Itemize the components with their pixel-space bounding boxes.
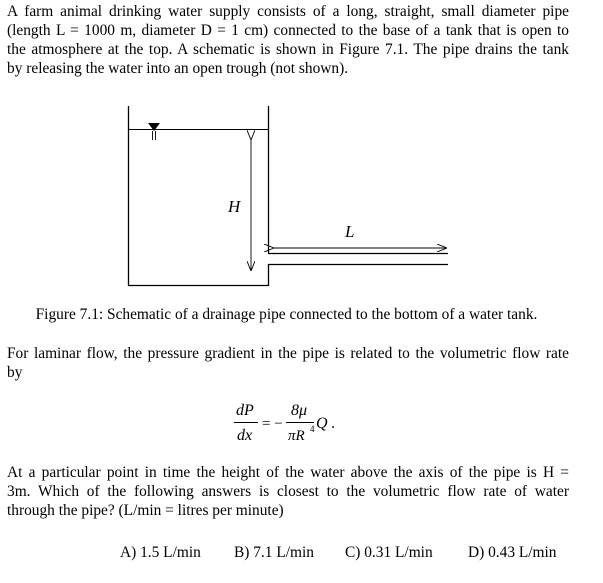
answer-option-b[interactable]: B) 7.1 L/min [234,544,314,561]
free-surface-icon [148,123,160,140]
eq-lhs-numerator: dP [236,402,254,419]
figure-caption: Figure 7.1: Schematic of a drainage pipe connected to the bottom of a water tank. [35,306,538,323]
eq-rhs-tail: Q . [316,415,336,432]
intro-line: the atmosphere at the top. A schematic is shown in Figure 7.1. The pipe drains the tank [7,41,569,58]
question-line: At a particular point in time the height of the water above the axis of the pipe is H = [7,464,569,481]
question-line: through the pipe? (L/min = litres per minute) [7,502,284,519]
eq-rhs-exponent: 4 [310,424,315,434]
question-line: 3m. Which of the following answers is closest to the volumetric flow rate of water [7,483,569,500]
eq-equals-minus: = − [262,416,283,432]
laminar-line: For laminar flow, the pressure gradient in the pipe is related to the volumetric flow rate [7,345,569,362]
intro-line: A farm animal drinking water supply consists of a long, straight, small diameter pipe [7,3,569,20]
answer-option-a[interactable]: A) 1.5 L/min [120,544,201,561]
pressure-gradient-equation [234,399,394,449]
laminar-flow-text [7,344,569,382]
eq-rhs-numerator: 8μ [291,402,308,419]
eq-lhs-denominator: dx [237,427,253,444]
height-label: H [228,197,241,216]
answer-option-c[interactable]: C) 0.31 L/min [345,544,433,561]
question-text [7,463,569,520]
intro-line: by releasing the water into an open trough (not shown). [7,60,349,77]
eq-rhs-denominator: πR [288,428,305,444]
answer-option-d[interactable]: D) 0.43 L/min [468,544,557,561]
laminar-line: by [7,364,23,381]
intro-line: (length L = 1000 m, diameter D = 1 cm) connected to the base of a tank that is open to [7,22,569,39]
length-label: L [345,222,355,241]
